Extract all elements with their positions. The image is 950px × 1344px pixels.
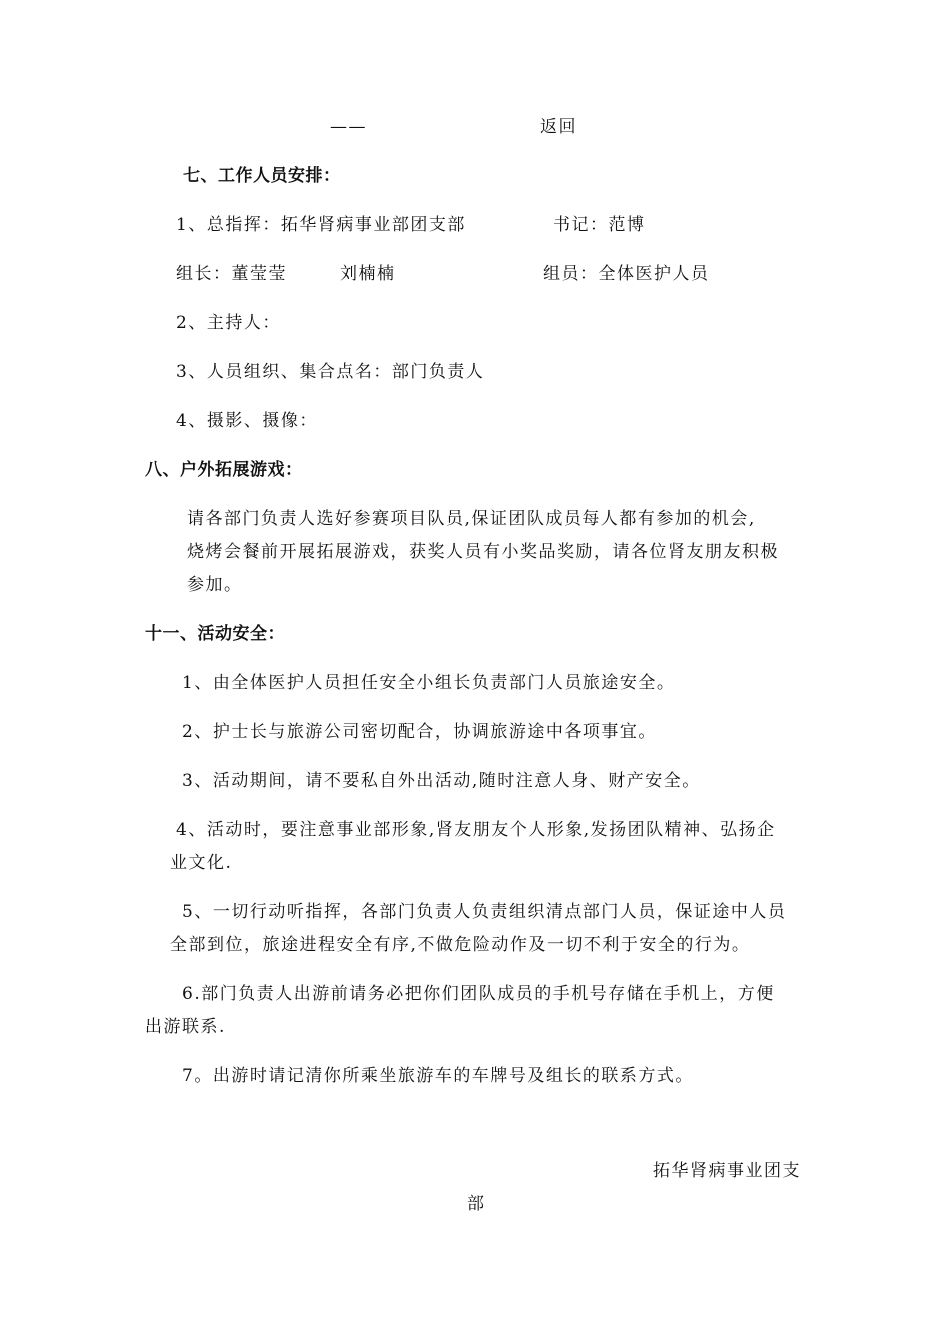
section7-leader2: 刘楠楠	[340, 264, 396, 284]
safety-item-5-line1: 5、一切行动听指挥，各部门负责人负责组织清点部门人员，保证途中人员	[182, 902, 787, 922]
section7-secretary: 书记：范博	[553, 215, 646, 235]
section7-leader: 组长：董莹莹	[176, 264, 287, 284]
signature-line1: 拓华肾病事业团支	[653, 1161, 801, 1181]
section8-heading: 八、户外拓展游戏：	[145, 460, 303, 480]
safety-item-5-line2: 全部到位，旅途进程安全有序,不做危险动作及一切不利于安全的行为。	[170, 935, 751, 955]
safety-item-4-line2: 业文化.	[170, 853, 233, 873]
section11-heading: 十一、活动安全：	[145, 624, 285, 644]
section7-organizer: 3、人员组织、集合点名：部门负责人	[176, 362, 485, 382]
section7-commander: 1、总指挥：拓华肾病事业部团支部	[176, 215, 466, 235]
safety-item-6-line2: 出游联系.	[145, 1017, 226, 1037]
header-dash: ——	[330, 117, 367, 137]
safety-item-7: 7。出游时请记清你所乘坐旅游车的车牌号及组长的联系方式。	[182, 1066, 694, 1086]
safety-item-1: 1、由全体医护人员担任安全小组长负责部门人员旅途安全。	[182, 673, 676, 693]
section8-para-line2: 烧烤会餐前开展拓展游戏，获奖人员有小奖品奖励，请各位肾友朋友积极	[187, 542, 779, 562]
safety-item-4-line1: 4、活动时，要注意事业部形象,肾友朋友个人形象,发扬团队精神、弘扬企	[176, 820, 776, 840]
section8-para-line1: 请各部门负责人选好参赛项目队员,保证团队成员每人都有参加的机会,	[187, 509, 756, 529]
safety-item-3: 3、活动期间，请不要私自外出活动,随时注意人身、财产安全。	[182, 771, 701, 791]
section7-host: 2、主持人：	[176, 313, 281, 333]
section7-heading: 七、工作人员安排：	[183, 166, 341, 186]
safety-item-6-line1: 6.部门负责人出游前请务必把你们团队成员的手机号存储在手机上，方便	[182, 984, 775, 1004]
safety-item-2: 2、护士长与旅游公司密切配合，协调旅游途中各项事宜。	[182, 722, 657, 742]
section8-para-line3: 参加。	[187, 575, 243, 595]
section7-photography: 4、摄影、摄像：	[176, 411, 318, 431]
section7-members: 组员：全体医护人员	[543, 264, 710, 284]
back-link[interactable]: 返回	[540, 117, 577, 137]
signature-line2: 部	[467, 1194, 486, 1214]
